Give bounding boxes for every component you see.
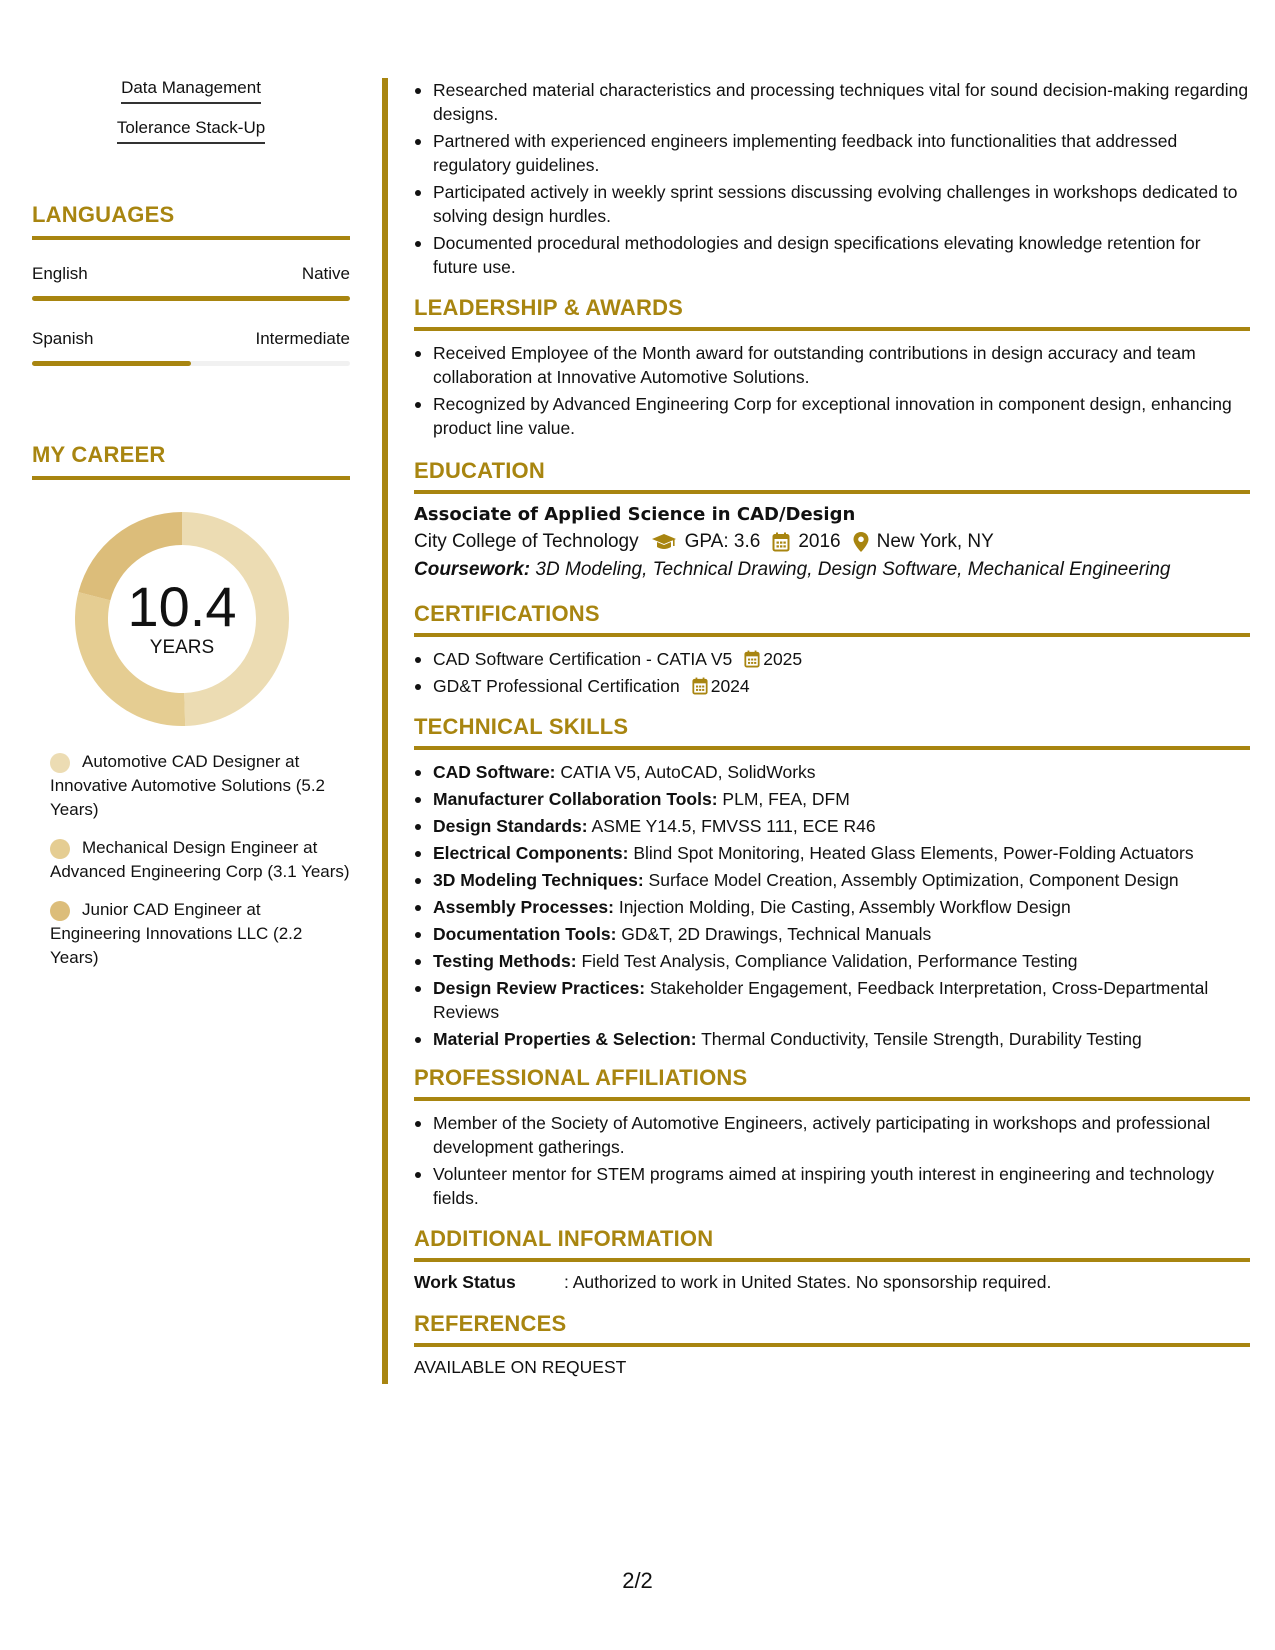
list-item: Partnered with experienced engineers implementing feedback into functionalities that addressed regulatory guidelines. (414, 129, 1250, 177)
skill-item (414, 1027, 1250, 1051)
list-item: Documented procedural methodologies and design specifications elevating knowledge retention for future use. (414, 231, 1250, 279)
skill-value: PLM, FEA, DFM (722, 789, 850, 809)
career-item-text: Automotive CAD Designer at Innovative Automotive Solutions (5.2 Years) (50, 752, 325, 819)
education-details (414, 531, 1250, 553)
language-item (32, 264, 350, 301)
career-item-text: Junior CAD Engineer at Engineering Innovations LLC (2.2 Years) (50, 900, 303, 967)
skill-tag: Data Management (121, 78, 261, 104)
school-location: New York, NY (876, 531, 994, 552)
list-item: Researched material characteristics and processing techniques vital for sound decision-making regarding designs. (414, 78, 1250, 126)
education-heading: EDUCATION (414, 458, 1250, 494)
list-item: Received Employee of the Month award for outstanding contributions in design accuracy and team collaboration at Innovative Automotive Solutions. (414, 341, 1250, 389)
skill-item (414, 949, 1250, 973)
career-item (50, 750, 350, 822)
skill-tags (32, 78, 350, 158)
skill-value: Stakeholder Engagement, Feedback Interpretation, Cross-Departmental Reviews (433, 978, 1209, 1022)
skill-item (414, 976, 1250, 1024)
degree-title: Associate of Applied Science in CAD/Design (414, 504, 856, 525)
list-item: Recognized by Advanced Engineering Corp for exceptional innovation in component design, enhancing product line value. (414, 392, 1250, 440)
certification-item (414, 674, 1250, 698)
legend-dot (50, 901, 70, 921)
skill-item (414, 922, 1250, 946)
skill-item (414, 760, 1250, 784)
leadership-list (414, 341, 1250, 440)
skill-value: ASME Y14.5, FMVSS 111, ECE R46 (591, 816, 876, 836)
career-unit: YEARS (149, 637, 215, 658)
skill-label: Manufacturer Collaboration Tools: (433, 789, 718, 809)
work-status-value: : Authorized to work in United States. No sponsorship required. (564, 1272, 1052, 1292)
skill-value: Surface Model Creation, Assembly Optimization, Component Design (648, 870, 1179, 890)
skill-value: Blind Spot Monitoring, Heated Glass Elements, Power-Folding Actuators (633, 843, 1194, 863)
certification-year: 2025 (763, 649, 803, 669)
skill-label: CAD Software: (433, 762, 556, 782)
legend-dot (50, 839, 70, 859)
school-name: City College of Technology (414, 531, 639, 552)
skill-tag: Tolerance Stack-Up (117, 118, 265, 144)
list-item: Member of the Society of Automotive Engineers, actively participating in workshops and professional development gatherings. (414, 1111, 1250, 1159)
graduation-year: 2016 (798, 531, 841, 552)
calendar-icon (692, 677, 708, 695)
skill-label: Design Review Practices: (433, 978, 646, 998)
additional-info-heading: ADDITIONAL INFORMATION (414, 1226, 1250, 1262)
main-content (414, 78, 1250, 1378)
coursework (414, 559, 1250, 581)
leadership-heading: LEADERSHIP & AWARDS (414, 295, 1250, 331)
skill-label: 3D Modeling Techniques: (433, 870, 644, 890)
language-bar-fill (32, 296, 350, 301)
list-item: Participated actively in weekly sprint sessions discussing evolving challenges in workshops dedicated to solving design hurdles. (414, 180, 1250, 228)
skill-item (414, 787, 1250, 811)
career-total: 10.4 (127, 575, 237, 638)
affiliations-heading: PROFESSIONAL AFFILIATIONS (414, 1065, 1250, 1101)
coursework-label: Coursework: (414, 559, 531, 580)
certification-name: GD&T Professional Certification (433, 676, 680, 696)
certification-item (414, 647, 1250, 671)
career-item (50, 898, 350, 970)
career-list (50, 750, 350, 984)
language-bar (32, 361, 350, 366)
gpa: GPA: 3.6 (684, 531, 761, 552)
skill-value: Injection Molding, Die Casting, Assembly Workflow Design (618, 897, 1071, 917)
languages-heading: LANGUAGES (32, 202, 350, 240)
graduation-cap-icon (651, 533, 677, 551)
language-bar-fill (32, 361, 191, 366)
affiliations-list (414, 1111, 1250, 1210)
page-indicator: 2/2 (622, 1568, 653, 1593)
references-text: AVAILABLE ON REQUEST (414, 1357, 627, 1377)
language-name: Spanish (32, 329, 94, 348)
skill-item (414, 841, 1250, 865)
calendar-icon (744, 650, 760, 668)
certification-name: CAD Software Certification - CATIA V5 (433, 649, 733, 669)
column-divider (382, 78, 388, 1384)
skill-label: Electrical Components: (433, 843, 629, 863)
legend-dot (50, 753, 70, 773)
calendar-icon (772, 532, 790, 552)
skill-value: Thermal Conductivity, Tensile Strength, Durability Testing (701, 1029, 1142, 1049)
work-status-label: Work Status (414, 1272, 516, 1292)
skill-label: Documentation Tools: (433, 924, 617, 944)
language-level: Native (301, 264, 350, 283)
skill-label: Assembly Processes: (433, 897, 614, 917)
certification-year: 2024 (710, 676, 750, 696)
career-heading: MY CAREER (32, 442, 350, 480)
technical-skills-list (414, 760, 1250, 1051)
skill-label: Testing Methods: (433, 951, 577, 971)
language-bar (32, 296, 350, 301)
skill-item (414, 868, 1250, 892)
language-name: English (32, 264, 88, 283)
education-entry (414, 504, 1250, 581)
coursework-text: 3D Modeling, Technical Drawing, Design Software, Mechanical Engineering (535, 559, 1171, 580)
skill-label: Design Standards: (433, 816, 588, 836)
list-item: Volunteer mentor for STEM programs aimed at inspiring youth interest in engineering and technology fields. (414, 1162, 1250, 1210)
experience-bullets (414, 78, 1250, 279)
location-pin-icon (853, 532, 869, 552)
skill-item (414, 895, 1250, 919)
references-heading: REFERENCES (414, 1311, 1250, 1347)
sidebar (32, 78, 350, 967)
technical-skills-heading: TECHNICAL SKILLS (414, 714, 1250, 750)
work-status-row (414, 1272, 1250, 1293)
career-item-text: Mechanical Design Engineer at Advanced Engineering Corp (3.1 Years) (50, 838, 350, 881)
skill-value: CATIA V5, AutoCAD, SolidWorks (560, 762, 816, 782)
certifications-list (414, 647, 1250, 698)
language-item (32, 329, 350, 366)
career-item (50, 836, 350, 884)
language-level: Intermediate (255, 329, 350, 348)
skill-value: Field Test Analysis, Compliance Validation, Performance Testing (581, 951, 1078, 971)
career-donut-chart (67, 504, 297, 734)
skill-item (414, 814, 1250, 838)
certifications-heading: CERTIFICATIONS (414, 601, 1250, 637)
skill-value: GD&T, 2D Drawings, Technical Manuals (621, 924, 932, 944)
skill-label: Material Properties & Selection: (433, 1029, 697, 1049)
